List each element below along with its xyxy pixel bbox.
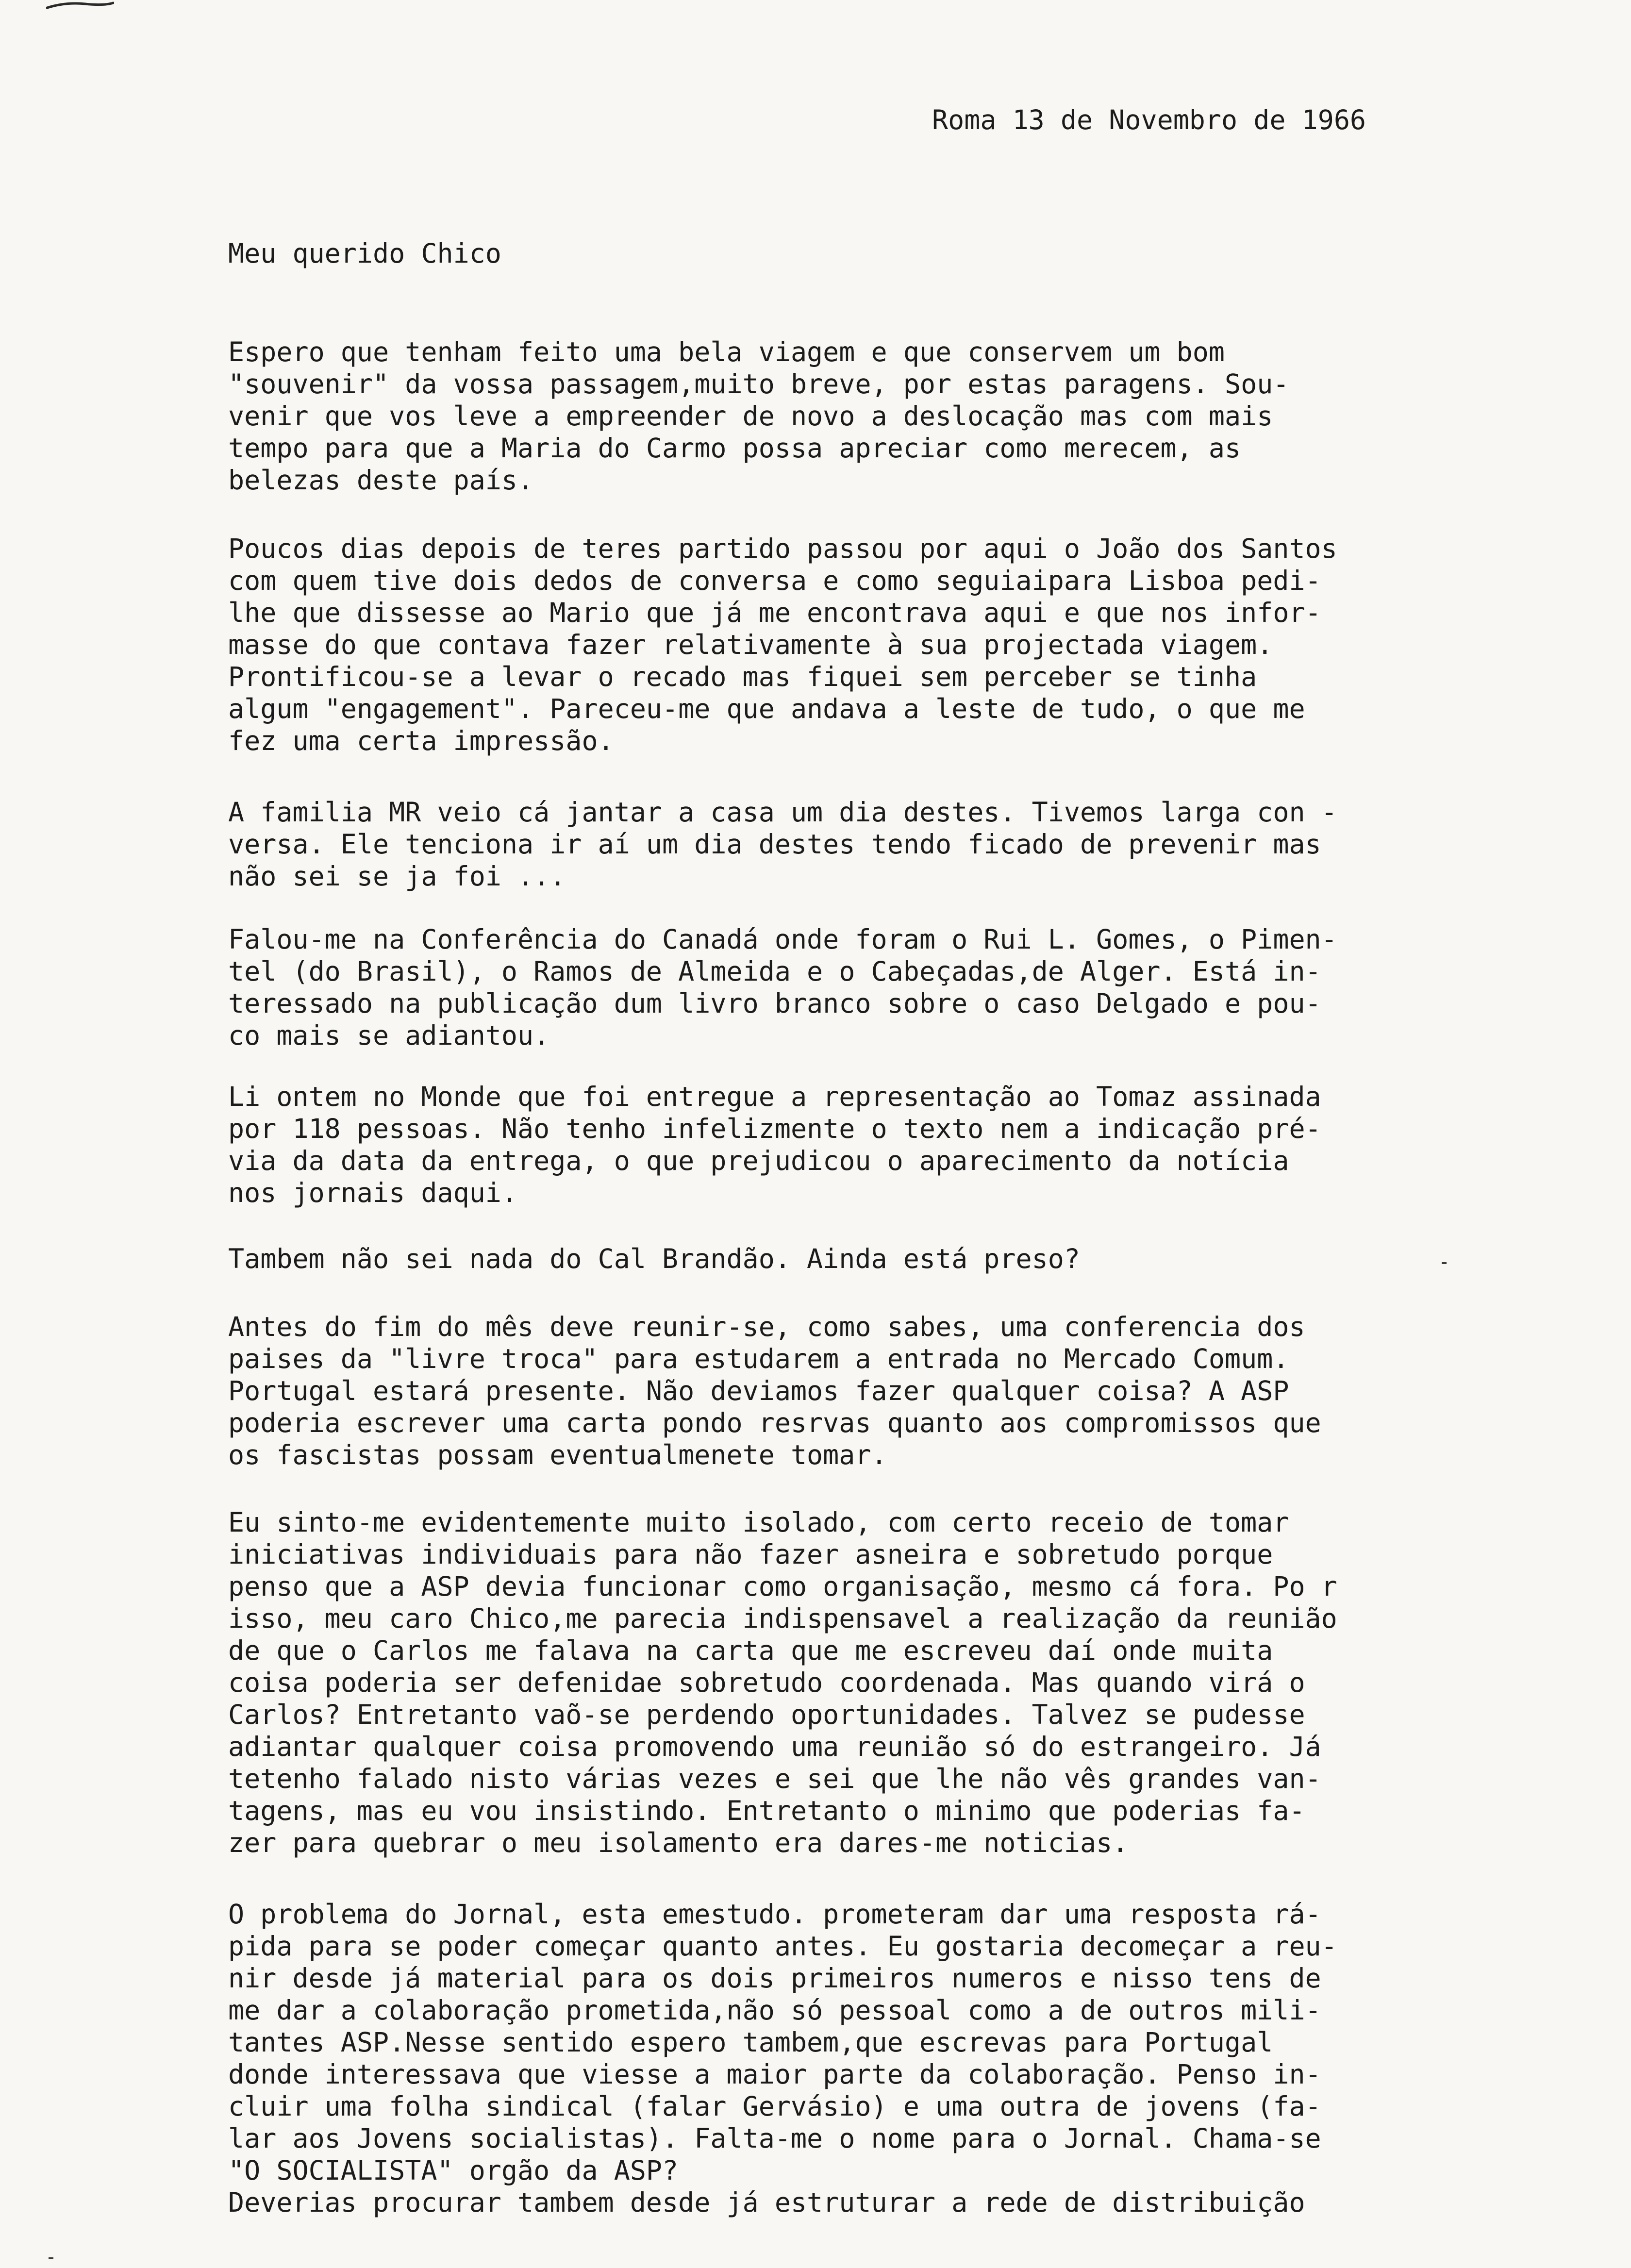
text-line: masse do que contava fazer relativamente à sua projectada viagem. [228, 629, 1273, 660]
letter-paragraph [228, 796, 1582, 892]
text-line: poderia escrever uma carta pondo resrvas quanto aos compromissos que [228, 1407, 1321, 1438]
text-line: co mais se adiantou. [228, 1020, 550, 1051]
stray-ink-mark [1442, 1262, 1447, 1264]
text-line: isso, meu caro Chico,me parecia indispensavel a realização da reunião [228, 1603, 1337, 1634]
text-line: iniciativas individuais para não fazer asneira e sobretudo porque [228, 1539, 1273, 1570]
text-line: nos jornais daqui. [228, 1177, 518, 1208]
text-line: O problema do Jornal, esta emestudo. prometeram dar uma resposta rá- [228, 1899, 1321, 1930]
text-line: "O SOCIALISTA" orgão da ASP? [228, 2155, 679, 2186]
text-line: Deverias procurar tambem desde já estruturar a rede de distribuição [228, 2187, 1305, 2218]
text-line: tempo para que a Maria do Carmo possa apreciar como merecem, as [228, 433, 1241, 464]
letter-paragraph [228, 1311, 1582, 1471]
text-line: Prontificou-se a levar o recado mas fiquei sem perceber se tinha [228, 661, 1257, 692]
text-line: de que o Carlos me falava na carta que me escreveu daí onde muita [228, 1635, 1273, 1666]
text-line: belezas deste país. [228, 465, 534, 496]
text-line: algum "engagement". Pareceu-me que andava a leste de tudo, o que me [228, 693, 1305, 724]
corner-ink-mark [46, 0, 114, 11]
text-line: Antes do fim do mês deve reunir-se, como sabes, uma conferencia dos [228, 1311, 1305, 1342]
letter-paragraph [228, 533, 1582, 757]
text-line: lhe que dissesse ao Mario que já me encontrava aqui e que nos infor- [228, 597, 1321, 628]
text-line: cluir uma folha sindical (falar Gervásio) e uma outra de jovens (fa- [228, 2091, 1321, 2122]
text-line: penso que a ASP devia funcionar como organisação, mesmo cá fora. Po r [228, 1571, 1337, 1602]
letter-paragraph [228, 1081, 1582, 1209]
text-line: A familia MR veio cá jantar a casa um dia destes. Tivemos larga con - [228, 797, 1337, 828]
text-line: Portugal estará presente. Não deviamos fazer qualquer coisa? A ASP [228, 1375, 1289, 1406]
letter-paragraph [228, 923, 1582, 1051]
text-line: os fascistas possam eventualmenete tomar. [228, 1439, 887, 1470]
text-line: me dar a colaboração prometida,não só pessoal como a de outros mili- [228, 1995, 1321, 2026]
text-line: com quem tive dois dedos de conversa e como seguiaipara Lisboa pedi- [228, 565, 1321, 596]
text-line: nir desde já material para os dois primeiros numeros e nisso tens de [228, 1963, 1321, 1994]
stray-ink-mark [49, 2257, 53, 2259]
text-line: lar aos Jovens socialistas). Falta-me o nome para o Jornal. Chama-se [228, 2123, 1321, 2154]
text-line: "souvenir" da vossa passagem,muito breve, por estas paragens. Sou- [228, 368, 1289, 400]
text-line: via da data da entrega, o que prejudicou o aparecimento da notícia [228, 1145, 1289, 1176]
text-line: por 118 pessoas. Não tenho infelizmente o texto nem a indicação pré- [228, 1113, 1321, 1144]
letter-date: Roma 13 de Novembro de 1966 [932, 104, 1366, 135]
text-line: Tambem não sei nada do Cal Brandão. Ainda está preso? [228, 1243, 1080, 1274]
text-line: Li ontem no Monde que foi entregue a representação ao Tomaz assinada [228, 1081, 1321, 1112]
text-line: adiantar qualquer coisa promovendo uma reunião só do estrangeiro. Já [228, 1731, 1321, 1762]
text-line: Espero que tenham feito uma bela viagem e que conservem um bom [228, 336, 1225, 367]
letter-paragraph [228, 336, 1582, 496]
text-line: Poucos dias depois de teres partido passou por aqui o João dos Santos [228, 533, 1337, 564]
text-line: tantes ASP.Nesse sentido espero tambem,que escrevas para Portugal [228, 2027, 1273, 2058]
text-line: fez uma certa impressão. [228, 725, 614, 756]
letter-salutation: Meu querido Chico [228, 238, 501, 269]
text-line: tel (do Brasil), o Ramos de Almeida e o Cabeçadas,de Alger. Está in- [228, 956, 1321, 987]
letter-paragraph [228, 1898, 1582, 2218]
letter-paragraph [228, 1506, 1582, 1859]
text-line: Falou-me na Conferência do Canadá onde foram o Rui L. Gomes, o Pimen- [228, 924, 1337, 955]
text-line: zer para quebrar o meu isolamento era dares-me noticias. [228, 1827, 1129, 1858]
text-line: Carlos? Entretanto vaõ-se perdendo oportunidades. Talvez se pudesse [228, 1699, 1305, 1730]
text-line: tetenho falado nisto várias vezes e sei que lhe não vês grandes van- [228, 1763, 1321, 1794]
text-line: paises da "livre troca" para estudarem a entrada no Mercado Comum. [228, 1343, 1289, 1374]
text-line: donde interessava que viesse a maior parte da colaboração. Penso in- [228, 2059, 1321, 2090]
letter-paragraph [228, 1243, 1582, 1275]
text-line: teressado na publicação dum livro branco sobre o caso Delgado e pou- [228, 988, 1321, 1019]
text-line: versa. Ele tenciona ir aí um dia destes tendo ficado de prevenir mas [228, 829, 1321, 860]
text-line: pida para se poder começar quanto antes. Eu gostaria decomeçar a reu- [228, 1931, 1337, 1962]
text-line: não sei se ja foi ... [228, 861, 566, 892]
text-line: tagens, mas eu vou insistindo. Entretanto o minimo que poderias fa- [228, 1795, 1305, 1826]
text-line: coisa poderia ser defenidae sobretudo coordenada. Mas quando virá o [228, 1667, 1305, 1698]
text-line: Eu sinto-me evidentemente muito isolado, com certo receio de tomar [228, 1507, 1289, 1538]
text-line: venir que vos leve a empreender de novo a deslocação mas com mais [228, 400, 1273, 432]
